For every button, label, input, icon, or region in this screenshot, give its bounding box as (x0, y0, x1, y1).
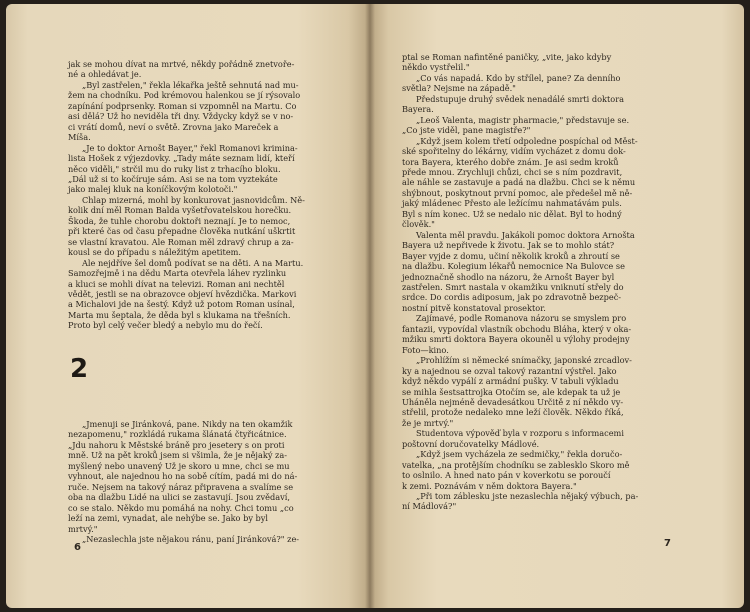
paragraph: „Je to doktor Arnošt Bayer," řekl Romanovi krimina- lista Hošek z výjezdovky. „Tady máte seznam lidí, kteří něco viděli," strčil mu do ruky list z trhacího bloku. „Dál už si to kočíruje sám. Asi se na tom vyztekáte jako malej kluk na koníčkovým kolotoči." (68, 142, 298, 195)
right-page-text (402, 52, 682, 512)
paragraph: Zajímavé, podle Romanova názoru se smyslem pro fantazii, vypovídal vlastník obchodu Bláha, který v oka- mžiku smrti doktora Bayera okouněl u výlohy prodejny Foto—kino. (402, 313, 632, 355)
left-page-text-bottom (68, 419, 346, 544)
book-gutter (365, 4, 375, 608)
paragraph: „Nezaslechla jste nějakou ránu, paní Jiránková?" ze- (82, 533, 300, 544)
left-page (6, 4, 370, 608)
paragraph: Ale nejdříve šel domů podívat se na děti. A na Martu. Samozřejmě i na dědu Marta otevřela láhev ryzlinku a kluci se mohli dívat na televizi. Roman ani nechtěl vědět, jestli se na obrazovce objeví hvězdička. Markovi a Michalovi jde na šestý. Když už potom Roman usínal, Marta mu šeptala, že děda byl s klukama na třešních. Proto byl celý večer bledý a nebylo mu do řečí. (68, 257, 304, 331)
paragraph: „Když jsem kolem třetí odpoledne pospíchal od Měst- ské spořitelny do lékárny, vidím vycházet z domu dok- tora Bayera, kterého dobře znám. Je asi sedm kroků přede mnou. Zrychluji chůzi, chci se s ním pozdravit, ale náhle se zastavuje a padá na dlažbu. Chci se k němu shýbnout, poskytnout první pomoc, ale předešel mě ně- jaký mládenec Přesto ale ležícímu nahmatávám puls. Byl s ním konec. Už se nedalo nic dělat. Byl to hodný člověk." (402, 135, 638, 230)
paragraph: jak se mohou dívat na mrtvé, někdy pořádně znetvoře- né a ohledávat je. (68, 59, 295, 80)
paragraph: „Byl zastřelen," řekla lékařka ještě sehnutá nad mu- žem na chodníku. Pod krémovou halenkou se jí rýsovalo zapínání podprsenky. Roman si vzpomněl na Martu. Co asi dělá? Už ho neviděla tři dny. Vždycky když se v no- ci vrátí domů, neví o světě. Zrovna jako Mareček a Míša. (68, 79, 301, 143)
paragraph: „Při tom záblesku jste nezaslechla nějaký výbuch, pa- ní Mádlová?" (402, 491, 639, 512)
paragraph: Chlap mizerná, mohl by konkurovat jasnovidcům. Ně- kolik dní měl Roman Balda vyšetřovatelskou horečku. Škoda, že tuhle chorobu doktoři neznají. Je to nemoc, při které čas od času přepadne člověka nutkání uškrtit se vlastní kravatou. Ale Roman měl zdravý chrup a za- kousl se do případu s náležitým apetitem. (68, 194, 305, 258)
page-number: 6 (74, 542, 81, 553)
paragraph: Předstupuje druhý svědek nenadálé smrti doktora Bayera. (402, 93, 625, 115)
paragraph: Studentova výpověď byla v rozporu s informacemi poštovní doručovatelky Mádlové. (402, 428, 624, 449)
page-number: 7 (664, 538, 671, 549)
paragraph: „Když jsem vycházela ze sedmičky," řekla doručo- vatelka, „na protějším chodníku se zablesklo Skoro mě to oslnilo. A hned nato pán v koverkotu se poroučí k zemi. Poznávám v něm doktora Bayera." (402, 449, 630, 491)
chapter-number: 2 (70, 354, 89, 384)
right-page (370, 4, 744, 608)
paragraph: „Co vás napadá. Kdo by střílel, pane? Za denního světla? Nejsme na západě." (402, 72, 621, 94)
left-page-text-top (68, 59, 346, 331)
paragraph: ptal se Roman nafintěné paničky, „vite, jako kdyby někdo vystřelil." (402, 52, 612, 73)
paragraph: Valenta měl pravdu. Jakákoli pomoc doktora Arnošta Bayera už nepřivede k životu. Jak se to mohlo stát? Bayer vyjde z domu, učiní několik kroků a zhroutí se na dlažbu. Kolegium lékařů nemocnice Na Bulovce se jednoznačně shodlo na názoru, že Arnošt Bayer byl zastřelen. Smrt nastala v okamžiku vniknutí střely do srdce. Do cordis adiposum, jak po zdravotně bezpeč- nostní pitvě konstatoval prosektor. (402, 229, 635, 313)
paragraph: „Leoš Valenta, magistr pharmacie," představuje se. „Co jste viděl, pane magistře?" (402, 114, 630, 136)
paragraph: „Prohlížím si německé snímačky, japonské zrcadlov- ky a najednou se ozval takový razantní výstřel. Jako když někdo vypálí z armádní pušky. V tabuli výkladu se mihla šestsattrojka Otočím se, ale kdepak ta už je Uháněla nejméně devadesátkou Určitě z ní někdo vy- střelil, protože nedaleko mne leží člověk. Někdo říká, že je mrtvý." (402, 355, 632, 428)
open-book (6, 4, 744, 608)
paragraph: „Jmenuji se Jiránková, pane. Nikdy na ten okamžik nezapomenu," rozkládá rukama šlánatá čtyřicátnice. „Jdu nahoru k Městské bráně pro jesetery s on proti mně. Už na pět kroků jsem si všimla, že je nějaký za- myšlený nebo unavený Už je skoro u mne, chci se mu vyhnout, ale najednou ho na sobě cítím, padá mi do ná- ruče. Nejsem na takový náraz připravena a svalíme se oba na dlažbu Lidé na ulici se zastavují. Jsou zvědaví, co se stalo. Někdo mu pomáhá na nohy. Chci tomu „co leží na zemi, vynadat, ale nehýbe se. Jako by byl mrtvý." (68, 419, 298, 534)
